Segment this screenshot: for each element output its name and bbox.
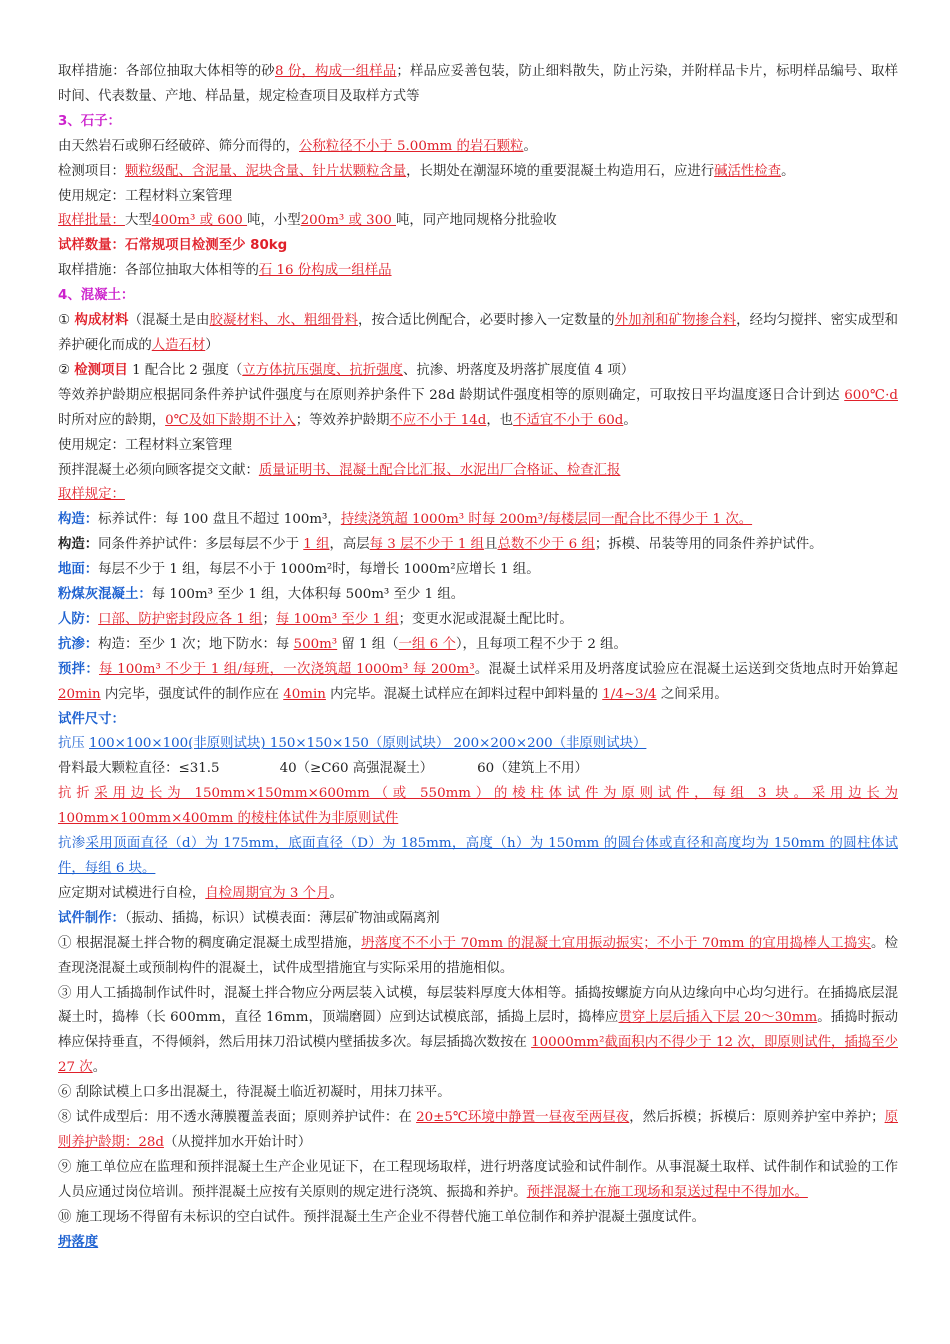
text-run: 公称粒径不小于 5.00mm 的岩石颗粒 xyxy=(299,138,524,154)
text-run: ⑧ 试件成型后：用不透水薄膜覆盖表面；原则养护试件：在 xyxy=(58,1110,417,1126)
text-run: ；等效养护龄期 xyxy=(295,412,390,428)
text-run: 预拌混凝土在施工现场和泵送过程中不得加水。 xyxy=(526,1184,808,1200)
text-run: 不适宜不小于 60d xyxy=(513,412,624,428)
text-run: 由天然岩石或卵石经破碎、筛分而得的， xyxy=(58,138,300,154)
text-run: 10000mm²截面积内不得少于 12 次，即原则试件，插捣至少 27 次 xyxy=(58,1035,898,1076)
paragraph xyxy=(58,110,898,135)
text-run: 石 16 份构成一组样品 xyxy=(258,263,392,279)
text-run: 抗渗： xyxy=(58,636,99,652)
text-run: 贯穿上层后插入下层 20～30mm xyxy=(618,1010,818,1026)
text-run: 预拌： xyxy=(58,661,99,677)
text-run: 试件制作： xyxy=(58,910,125,926)
text-run: 1 配合比 2 强度（ xyxy=(127,362,243,378)
text-run: ③ 用人工插捣制作试件时，混凝土拌合物应分两层装入试模，每层装料厚度大体相等。插捣按螺旋方向从边缘向中心均匀进行。在插捣底层混凝土时，捣棒（长 600mm，直径 16mm，顶端磨圆）应到达试模底部，插捣上层时，捣棒应 xyxy=(58,985,898,1026)
text-run: 抗折 xyxy=(58,786,95,802)
text-run: 之间采用。 xyxy=(656,686,728,702)
text-run: 。插捣时振动棒应保持垂直，不得倾斜，然后用抹刀沿试模内壁插拔多次。每层插捣次数按在 xyxy=(58,1010,899,1051)
paragraph xyxy=(58,384,898,434)
text-run: 口部、防护密封段应各 1 组 xyxy=(98,611,263,627)
text-run: 4、混凝土： xyxy=(58,288,135,304)
text-run: ，然后拆模；拆模后：原则养护室中养护； xyxy=(629,1110,885,1126)
paragraph xyxy=(58,160,898,185)
paragraph xyxy=(58,508,898,533)
text-run: 60（建筑上不用） xyxy=(477,761,588,777)
paragraph xyxy=(58,732,898,757)
paragraph xyxy=(58,359,898,384)
text-run: 持续浇筑超 1000m³ 时每 200m³/每楼层同一配合比不得少于 1 次。 xyxy=(340,512,753,528)
text-run: ；样品应妥善包装，防止细料散失，防止污染，并附样品卡片，标明样品编号、取样时间、代表数量、产地、样品量，规定检查项目及取样方式等 xyxy=(58,64,899,104)
text-run: ，按合适比例配合，必要时掺入一定数量的 xyxy=(358,313,615,329)
text-run: 同条件养护试件：多层每层不少于 xyxy=(98,537,304,553)
text-run: ⑩ 施工现场不得留有未标识的空白试件。预拌混凝土生产企业不得替代施工单位制作和养护混凝土强度试件。 xyxy=(58,1209,706,1225)
text-run: ，也 xyxy=(486,412,514,428)
text-run: 40（≥C60 高强混凝土） xyxy=(279,761,434,777)
text-run: 人造石材 xyxy=(151,337,206,353)
text-run: 取样规定： xyxy=(58,487,125,503)
text-run: （从搅拌加水开始计时） xyxy=(163,1134,312,1150)
text-run: 8 份，构成一组样品 xyxy=(274,64,397,79)
text-run: ① xyxy=(58,313,75,329)
text-run: ） xyxy=(205,337,219,353)
paragraph xyxy=(58,459,898,484)
text-run: 坍落度 xyxy=(58,1234,99,1250)
text-run: 粉煤灰混凝土： xyxy=(58,587,152,603)
text-run: 一组 6 个 xyxy=(398,636,456,652)
text-run: 每 100m³ 不少于 1 组/每班，一次浇筑超 1000m³ 每 200m³ xyxy=(98,661,475,677)
text-run: ；变更水泥或混凝土配比时。 xyxy=(398,611,573,627)
paragraph xyxy=(58,434,898,459)
text-run: 取样措施：各部位抽取大体相等的 xyxy=(58,263,259,279)
text-run: 每 100m³ 至少 1 组 xyxy=(275,611,399,627)
text-run: 600℃·d xyxy=(844,387,898,403)
text-run: 500m³ xyxy=(293,636,338,652)
text-run: ，经均匀搅拌、密实成型和养护硬化而成的 xyxy=(58,313,899,353)
text-run: 0℃及如下龄期不计入 xyxy=(165,412,296,428)
text-run: 抗渗 xyxy=(58,836,86,852)
text-run: 。 xyxy=(781,163,795,179)
text-run: 吨，同产地同规格分批验收 xyxy=(395,213,557,229)
paragraph xyxy=(58,782,898,832)
text-run: 坍落度不不小于 70mm 的混凝土宜用振动振实；不小于 70mm 的宜用捣棒人工捣实 xyxy=(361,935,872,951)
paragraph xyxy=(58,757,898,782)
paragraph xyxy=(58,1206,898,1231)
text-run: ⑥ 刮除试模上口多出混凝土，待混凝土临近初凝时，用抹刀抹平。 xyxy=(58,1085,451,1101)
text-run: 内完毕，强度试件的制作应在 xyxy=(100,686,284,702)
paragraph xyxy=(58,708,898,733)
text-run: 自检周期宜为 3 个月 xyxy=(205,885,330,901)
text-run: ② xyxy=(58,362,75,378)
text-run: 使用规定：工程材料立案管理 xyxy=(58,188,233,204)
text-run: 地面： xyxy=(58,562,99,578)
text-run: 采用顶面直径（d）为 175mm，底面直径（D）为 185mm，高度（h）为 150mm 的圆台体或直径和高度均为 150mm 的圆柱体试件，每组 6 块。 xyxy=(58,836,898,876)
text-run: 时所对应的龄期， xyxy=(58,412,166,428)
text-run: 构造：至少 1 次；地下防水：每 xyxy=(98,636,294,652)
paragraph xyxy=(58,309,898,359)
text-run: ，高层 xyxy=(329,537,370,553)
text-run: 使用规定：工程材料立案管理 xyxy=(58,437,233,453)
text-run: 原则养护龄期：28d xyxy=(58,1110,899,1150)
text-run: ； xyxy=(262,611,276,627)
paragraph xyxy=(58,533,898,558)
text-run: 、抗渗、坍落度及坍落扩展度值 4 项） xyxy=(402,362,635,378)
text-run: 取样批量： xyxy=(58,213,125,229)
text-run: ；拆模、吊装等用的同条件养护试件。 xyxy=(594,537,823,553)
paragraph xyxy=(58,583,898,608)
text-run: 。检查现浇混凝土或预制构件的混凝土，试件成型措施宜与实际采用的措施相似。 xyxy=(58,935,898,976)
text-run: 1 组 xyxy=(303,537,330,553)
text-run: 检测项目 xyxy=(74,362,128,378)
paragraph xyxy=(58,982,898,1082)
text-run: 检测项目： xyxy=(58,163,125,179)
paragraph xyxy=(58,1156,898,1206)
text-run: 颗粒级配、含泥量、泥块含量、针片状颗粒含量 xyxy=(124,163,407,179)
paragraph xyxy=(58,60,898,110)
text-run: 等效养护龄期应根据同条件养护试件强度与在原则养护条件下 28d 龄期试件强度相等的原则确定，可取按日平均温度逐日合计到达 xyxy=(58,387,845,403)
text-run: ① 根据混凝土拌合物的稠度确定混凝土成型措施， xyxy=(58,935,362,951)
text-run: ，长期处在潮湿环境的重要混凝土构造用石，应进行 xyxy=(406,163,715,179)
text-run: 。 xyxy=(92,1060,107,1076)
text-run: 总数不少于 6 组 xyxy=(497,537,595,553)
paragraph xyxy=(58,608,898,633)
text-run: 构成材料 xyxy=(74,313,129,329)
text-run: 构造： xyxy=(58,512,99,528)
paragraph xyxy=(58,185,898,210)
paragraph xyxy=(58,932,898,982)
paragraph xyxy=(58,1106,898,1156)
text-run: 构造： xyxy=(58,537,99,553)
text-run: 。 xyxy=(523,138,537,154)
text-run: 立方体抗压强度、抗折强度 xyxy=(242,362,403,378)
text-run: 20min xyxy=(58,686,101,702)
text-run: 骨料最大颗粒直径：≤31.5 xyxy=(58,761,220,777)
text-run: 试件尺寸： xyxy=(58,711,125,727)
paragraph xyxy=(58,259,898,284)
paragraph xyxy=(58,135,898,160)
text-run: 取样措施：各部位抽取大体相等的砂 xyxy=(58,64,275,79)
text-run: 。 xyxy=(623,412,637,428)
text-run: 抗压 xyxy=(58,736,90,752)
paragraph xyxy=(58,633,898,658)
text-run: 每层不少于 1 组，每层不小于 1000m²时，每增长 1000m²应增长 1 组。 xyxy=(98,562,540,578)
text-run: ⑨ 施工单位应在监理和预拌混凝土生产企业见证下，在工程现场取样，进行坍落度试验和试件制作。从事混凝土取样、试件制作和试验的工作人员应通过岗位培训。预拌混凝土应按有关原则的规定进行浇筑、振捣和养护。 xyxy=(58,1159,898,1200)
text-run: 400m³ 或 600 xyxy=(151,213,248,229)
text-run: 3、石子： xyxy=(58,113,121,129)
paragraph xyxy=(58,558,898,583)
text-run: 且 xyxy=(484,537,498,553)
text-run: 20±5℃环境中静置一昼夜至两昼夜 xyxy=(416,1110,630,1126)
text-run: （振动、插捣，标识）试模表面：薄层矿物油或隔离剂 xyxy=(124,910,440,926)
text-run: （混凝土是由 xyxy=(128,313,210,329)
text-run: 1/4~3/4 xyxy=(602,686,657,702)
text-run: 预拌混凝土必须向顾客提交文献： xyxy=(58,462,259,478)
text-run: 外加剂和矿物掺合料 xyxy=(614,313,737,329)
text-run: 标养试件：每 100 盘且不超过 100m³， xyxy=(98,512,341,528)
text-run: 碱活性检查 xyxy=(714,163,782,179)
paragraph xyxy=(58,284,898,309)
text-run: 40min xyxy=(283,686,326,702)
text-run: 。 xyxy=(329,885,343,901)
paragraph xyxy=(58,658,898,708)
paragraph xyxy=(58,907,898,932)
paragraph xyxy=(58,483,898,508)
text-run: 大型 xyxy=(124,213,152,229)
text-run: 采用边长为 150mm×150mm×600mm（或 550mm）的棱柱体试件为原则试件，每组 3 块。采用边长为 100mm×100mm×400mm 的棱柱体试件为非原则试件 xyxy=(58,786,898,827)
text-run: 内完毕。混凝土试样应在卸料过程中卸料量的 xyxy=(325,686,603,702)
text-run: 200m³ 或 300 xyxy=(300,213,396,229)
text-run: 质量证明书、混凝土配合比汇报、水泥出厂合格证、检查汇报 xyxy=(258,462,621,478)
text-run: 应定期对试模进行自检， xyxy=(58,885,206,901)
paragraph xyxy=(58,234,898,259)
text-run: 试样数量：石常规项目检测至少 80kg xyxy=(58,238,288,254)
text-run: 人防： xyxy=(58,611,99,627)
paragraph xyxy=(58,209,898,234)
text-run: 胶凝材料、水、粗细骨料 xyxy=(209,313,359,329)
text-run: 。混凝土试样采用及坍落度试验应在混凝土运送到交货地点时开始算起 xyxy=(474,661,899,677)
text-run: 吨，小型 xyxy=(247,213,301,229)
text-run: 不应不小于 14d xyxy=(389,412,487,428)
text-run: 每 100m³ 至少 1 组，大体积每 500m³ 至少 1 组。 xyxy=(151,587,465,603)
text-run: 每 3 层不少于 1 组 xyxy=(369,537,485,553)
paragraph xyxy=(58,882,898,907)
paragraph xyxy=(58,1081,898,1106)
text-run: 留 1 组（ xyxy=(337,636,399,652)
paragraph xyxy=(58,1231,898,1256)
text-run: ），且每项工程不少于 2 组。 xyxy=(455,636,627,652)
text-run: 100×100×100(非原则试块) 150×150×150（原则试块） 200×200×200（非原则试块） xyxy=(89,736,647,752)
paragraph xyxy=(58,832,898,882)
